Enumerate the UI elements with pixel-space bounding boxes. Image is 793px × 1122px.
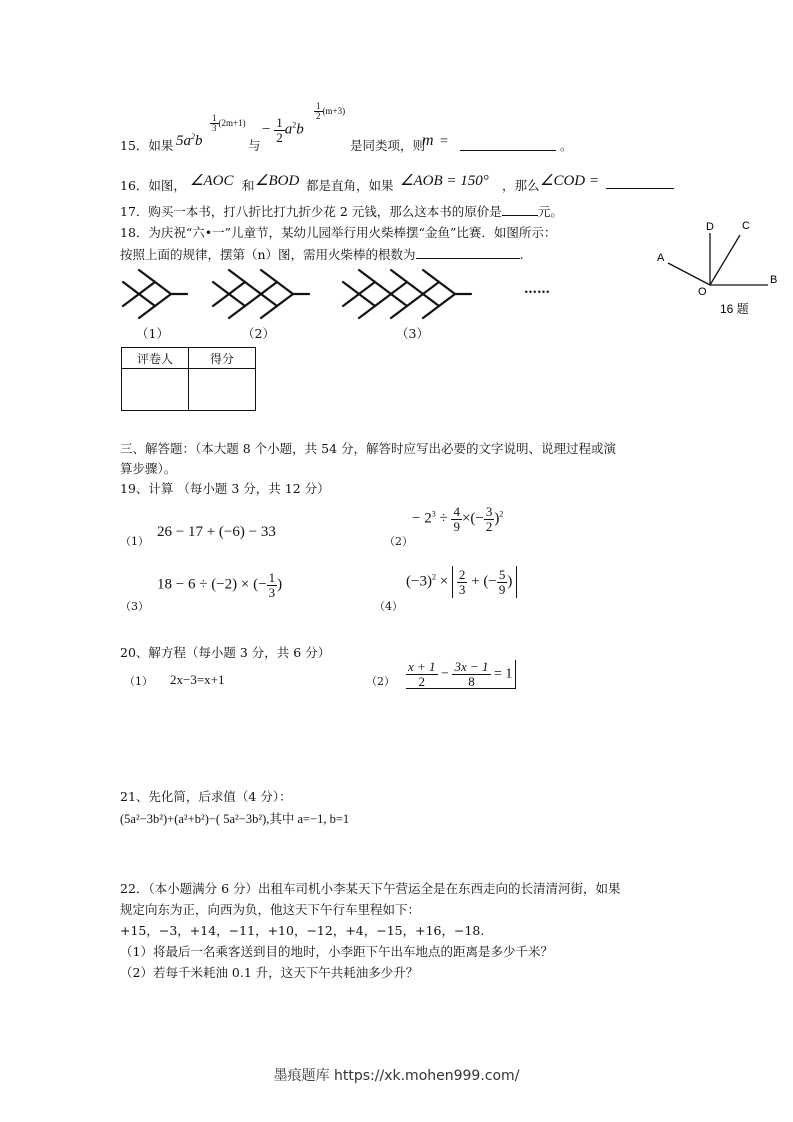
q19-p4-expr: $(-3)^2$ × $\frac{2}{3}$ + (− $\frac{5}{9}$ ) — [406, 566, 517, 598]
q18-line1: 18．为庆祝“六•一”儿童节，某幼儿园举行用火柴棒摆“金鱼”比赛．如图所示： — [120, 225, 557, 240]
section3-line2: 算步骤）。 — [120, 461, 177, 476]
q15-end: 。 — [560, 138, 573, 153]
q22-line5: （2）若每千米耗油 0.1 升，这天下午共耗油多少升？ — [120, 965, 419, 980]
q22-line1: 22．（本小题满分 6 分）出租车司机小李某天下午营运全是在东西走向的长清清河街，如果 — [120, 881, 621, 896]
figure16-caption: 16 题 — [720, 302, 749, 316]
q18-line2-text: 按照上面的规律，摆第（n）图，需用火柴棒的根数为 — [120, 247, 416, 262]
section3-line1: 三、解答题：（本大题 8 个小题，共 54 分，解答时应写出必要的文字说明、说理过程或演 — [120, 441, 617, 456]
q15-term2-exponent: $\frac{1}{2}$ (m+3) — [316, 101, 346, 122]
q20-title: 20、解方程（每小题 3 分，共 6 分） — [120, 645, 331, 660]
score-header-score: 得分 — [189, 348, 256, 369]
ray-oa — [668, 263, 710, 285]
q16-ask: ∠COD = — [540, 173, 599, 189]
footer-watermark: 墨痕题库 https://xk.mohen999.com/ — [273, 1068, 520, 1084]
q16-and: 和 — [242, 178, 255, 193]
label-a: A — [657, 252, 665, 264]
goldfish-label-1: （1） — [136, 326, 169, 341]
q19-p3-expr: 18 − 6 ÷ (−2) × (− $\frac{1}{3}$ ) — [157, 570, 283, 600]
q15-eq: = — [440, 134, 448, 149]
q15-term2: − $\frac{1}{2}$ $a^2b$ — [262, 115, 304, 145]
q21-title: 21、先化简，后求值（4 分）： — [120, 789, 292, 804]
ray-oc — [710, 235, 740, 285]
q22-line3: +15，−3，+14，−11，+10，−12，+4，−15，+16，−18. — [120, 923, 485, 938]
q19-p2-expr: − $2^3$ ÷ $\frac{4}{9}$ ×(− $\frac{3}{2}$ )$^2$ — [412, 504, 504, 534]
q16-prefix: 16．如图， — [120, 178, 186, 193]
goldfish-label-2: （2） — [242, 326, 275, 341]
q20-p2-expr: $\frac{x + 1}{2}$ − $\frac{3x - 1}{8}$ = 1 — [406, 660, 516, 689]
q18-answer-blank[interactable] — [416, 246, 520, 259]
q22-line2: 规定向东为正，向西为负，他这天下午行车里程如下： — [120, 902, 421, 917]
q19-p3-label: （3） — [120, 600, 149, 613]
q22-line4: （1）将最后一名乘客送到目的地时，小李距下午出车地点的距离是多少千米？ — [120, 944, 553, 959]
q15-number: 15．如果 — [120, 138, 174, 153]
label-c: C — [742, 220, 750, 232]
q19-p2-label: （2） — [384, 535, 413, 548]
goldfish-figures — [115, 262, 575, 322]
q17 — [120, 202, 563, 220]
score-table — [121, 347, 256, 411]
q19-title: 19、计算 （每小题 3 分，共 12 分） — [120, 481, 330, 496]
q17-answer-blank[interactable] — [502, 203, 538, 216]
q20-p2-label: （2） — [366, 675, 395, 688]
q15-term1: $5a^2b$ — [176, 132, 203, 149]
q20-p1-expr: 2x−3=x+1 — [170, 672, 225, 687]
q17-end: 元。 — [537, 204, 563, 219]
goldfish-figure-2 — [213, 270, 309, 318]
q15-var-m: m — [422, 132, 434, 149]
q21-expr: (5a²−3b²)+(a²+b²)−( 5a²−3b²),其中 a=−1, b=1 — [120, 812, 350, 826]
q16-angle-aoc: ∠AOC — [190, 173, 234, 189]
score-cell-grader[interactable] — [122, 369, 189, 411]
q16-then: ，那么 — [502, 178, 540, 193]
score-header-grader: 评卷人 — [122, 348, 189, 369]
q16-angle-bod: ∠BOD — [255, 173, 300, 189]
angle-figure-16 — [650, 215, 785, 325]
q16-mid: 都是直角，如果 — [306, 178, 394, 193]
label-d: D — [706, 221, 714, 233]
q18-line2 — [120, 245, 524, 263]
label-o: O — [698, 286, 707, 298]
q19-p1-expr: 26 − 17 + (−6) − 33 — [157, 524, 276, 540]
q15-answer-blank[interactable] — [460, 138, 556, 151]
q16-answer-blank[interactable] — [606, 176, 674, 189]
q17-text: 17．购买一本书，打八折比打九折少花 2 元钱，那么这本书的原价是 — [120, 204, 502, 219]
q15-term1-exponent: $\frac{1}{3}$ (2m+1) — [212, 113, 246, 134]
q18-end: . — [519, 247, 524, 262]
goldfish-ellipsis: …… — [524, 282, 550, 297]
q19-p4-label: （4） — [374, 600, 403, 613]
q16-given: ∠AOB = 150° — [400, 173, 489, 189]
q19-p1-label: （1） — [120, 535, 149, 548]
goldfish-label-3: （3） — [396, 326, 429, 341]
q20-p1-label: （1） — [124, 675, 153, 688]
goldfish-figure-1 — [123, 270, 187, 318]
q15-and: 与 — [248, 138, 261, 153]
q15-tail: 是同类项，则 — [350, 138, 426, 153]
goldfish-figure-3 — [343, 270, 471, 318]
score-cell-score[interactable] — [189, 369, 256, 411]
label-b: B — [770, 274, 778, 286]
